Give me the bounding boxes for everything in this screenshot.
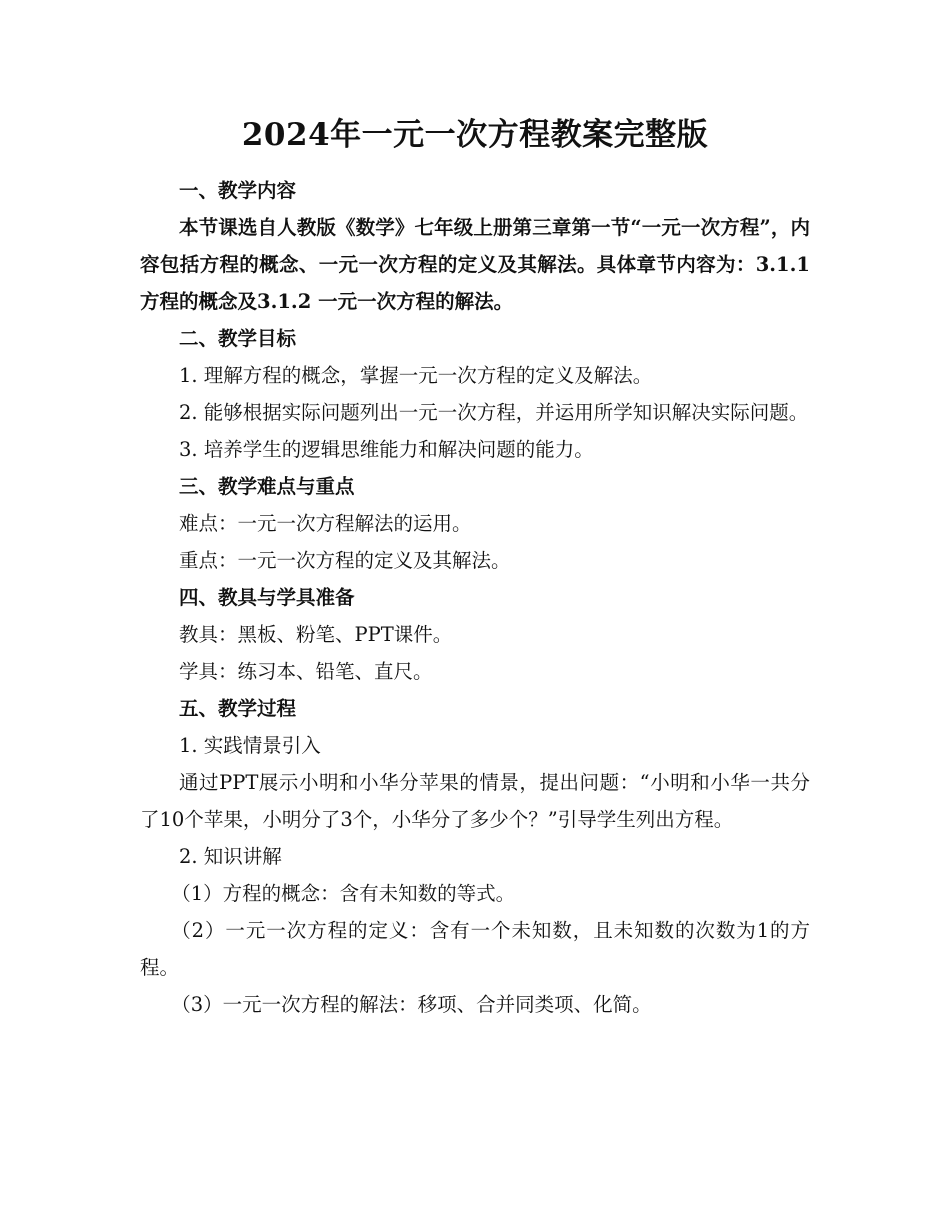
focus-text: 重点：一元一次方程的定义及其解法。 [179,549,511,572]
teaching-tools-text: 教具：黑板、粉笔、PPT课件。 [179,623,453,646]
process-step-1-title: 1. 实践情景引入 [179,734,321,757]
knowledge-point-1: （1）方程的概念：含有未知数的等式。 [171,882,516,905]
heading-difficulties-focus: 三、教学难点与重点 [179,475,355,498]
heading-teaching-goals: 二、教学目标 [179,327,297,350]
paragraph-content-intro: 本节课选自人教版《数学》七年级上册第三章第一节“一元一次方程”，内容包括方程的概念、一元一次方程的定义及其解法。具体章节内容为：3.1.1 方程的概念及3.1.2 一元一次方程的解法。 [140,216,810,313]
goal-item-2: 2. 能够根据实际问题列出一元一次方程，并运用所学知识解决实际问题。 [179,401,809,424]
heading-materials: 四、教具与学具准备 [179,586,355,609]
goal-item-3: 3. 培养学生的逻辑思维能力和解决问题的能力。 [179,438,594,461]
difficulty-text: 难点：一元一次方程解法的运用。 [179,512,472,535]
goal-item-1: 1. 理解方程的概念，掌握一元一次方程的定义及解法。 [179,364,653,387]
knowledge-point-2: （2）一元一次方程的定义：含有一个未知数，且未知数的次数为1的方程。 [140,919,810,979]
heading-teaching-content: 一、教学内容 [179,179,297,202]
knowledge-point-3: （3）一元一次方程的解法：移项、合并同类项、化简。 [171,993,652,1016]
process-step-2-title: 2. 知识讲解 [179,845,282,868]
learning-tools-text: 学具：练习本、铅笔、直尺。 [179,660,433,683]
document-title: 2024年一元一次方程教案完整版 [241,117,709,153]
document-page [140,108,810,1023]
heading-teaching-process: 五、教学过程 [179,697,297,720]
process-step-1-text: 通过PPT展示小明和小华分苹果的情景，提出问题：“小明和小华一共分了10个苹果，小明分了3个，小华分了多少个？”引导学生列出方程。 [140,771,810,831]
